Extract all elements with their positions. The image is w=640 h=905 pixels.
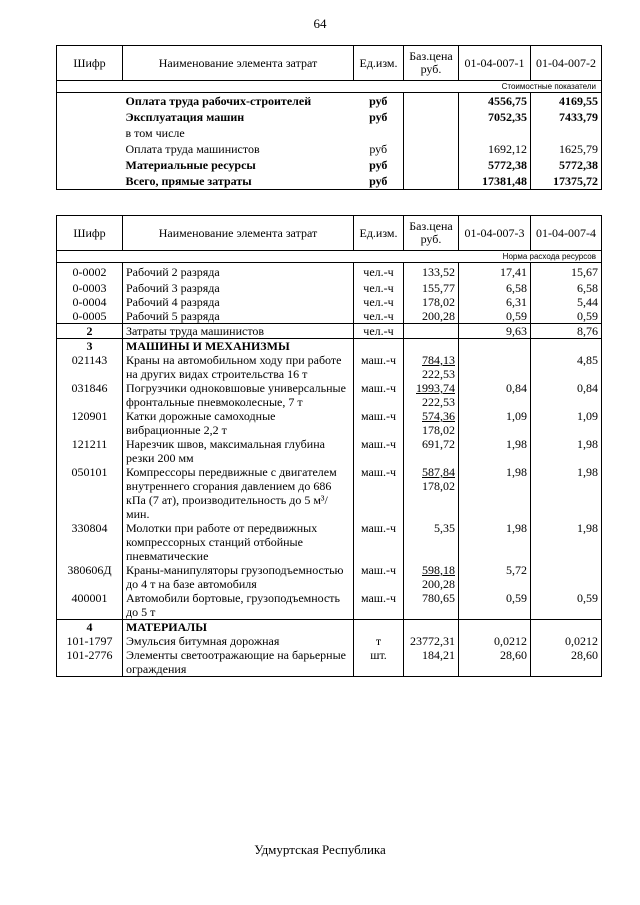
row-name: Краны на автомобильном ходу при работе на других видах строительства 16 т: [123, 353, 354, 381]
column-header-code: Шифр: [57, 216, 123, 251]
value-cell-2: 15,67: [531, 263, 602, 282]
base-price-value: 574,36: [422, 409, 455, 423]
code-cell: 021143: [57, 353, 123, 381]
value-cell-2: 0,59: [531, 591, 602, 620]
unit-cell: чел.-ч: [354, 324, 404, 339]
value-cell-1: [459, 339, 531, 354]
table-row: [57, 109, 602, 125]
unit-cell: [354, 125, 404, 141]
column-header-unit: Ед.изм.: [354, 216, 404, 251]
base-price-cell: [404, 437, 459, 465]
unit-cell: руб: [369, 94, 388, 108]
value-cell-1: 0,59: [459, 591, 531, 620]
table-header-row: [57, 46, 602, 81]
base-price-value: 133,52: [422, 265, 455, 279]
value-cell-1: 6,31: [459, 295, 531, 309]
value-cell-1: 1,98: [459, 465, 531, 521]
column-header-name: Наименование элемента затрат: [123, 46, 354, 81]
code-cell: 330804: [57, 521, 123, 563]
column-header-norm-1: 01-04-007-1: [459, 46, 531, 81]
base-price-cell: [404, 295, 459, 309]
table-row: [57, 339, 602, 354]
base-price-cell: [404, 563, 459, 591]
code-cell: 121211: [57, 437, 123, 465]
table-row: [57, 173, 602, 190]
unit-cell: [354, 620, 404, 635]
code-cell: 2: [57, 324, 123, 339]
code-cell: 050101: [57, 465, 123, 521]
value-cell-2: 1,09: [531, 409, 602, 437]
table-row: [57, 648, 602, 677]
value-cell-2: [531, 339, 602, 354]
value-cell-2: 8,76: [531, 324, 602, 339]
row-name: Затраты труда машинистов: [123, 324, 354, 339]
unit-cell: т: [354, 634, 404, 648]
value-cell-1: 0,0212: [459, 634, 531, 648]
value-cell-2: 4,85: [531, 353, 602, 381]
table-row: [57, 353, 602, 381]
code-cell: [57, 125, 123, 141]
base-price-cell: [404, 141, 459, 157]
base-price-value: 780,65: [422, 591, 455, 605]
base-price-cell: [404, 109, 459, 125]
base-price-value: 184,21: [422, 648, 455, 662]
value-cell-2: 0,0212: [531, 634, 602, 648]
base-price-cell: [404, 125, 459, 141]
row-name: Рабочий 5 разряда: [123, 309, 354, 324]
value-cell-1: 5,72: [459, 563, 531, 591]
page-footer: Удмуртская Республика: [254, 842, 386, 857]
table-row: [57, 93, 602, 110]
column-header-name: Наименование элемента затрат: [123, 216, 354, 251]
base-price-value: 178,02: [422, 295, 455, 309]
table-row: [57, 125, 602, 141]
table-row: [57, 324, 602, 339]
value-cell-1: 4556,75: [459, 93, 531, 110]
code-cell: 0-0002: [57, 263, 123, 282]
row-name: Краны-манипуляторы грузоподъемностью до 4 т на базе автомобиля: [123, 563, 354, 591]
unit-cell: маш.-ч: [354, 521, 404, 563]
row-name: Всего, прямые затраты: [125, 174, 252, 188]
base-price-cell: [404, 409, 459, 437]
value-cell-2: 5,44: [531, 295, 602, 309]
code-cell: 031846: [57, 381, 123, 409]
table-row: [57, 465, 602, 521]
machinist-wage-value: 200,28: [422, 577, 455, 591]
value-cell-1: 9,63: [459, 324, 531, 339]
value-cell-1: 1,98: [459, 437, 531, 465]
unit-cell: маш.-ч: [354, 437, 404, 465]
row-name: МАШИНЫ И МЕХАНИЗМЫ: [123, 339, 354, 354]
row-name: Компрессоры передвижные с двигателем внутреннего сгорания давлением до 686 кПа (7 ат), производительность до 5 м³/мин.: [123, 465, 354, 521]
value-cell-2: 5772,38: [531, 157, 602, 173]
base-price-cell: [404, 634, 459, 648]
unit-cell: чел.-ч: [354, 281, 404, 295]
table-row: [57, 309, 602, 324]
table-row: [57, 141, 602, 157]
row-name: Молотки при работе от передвижных компрессорных станций отбойные пневматические: [123, 521, 354, 563]
base-price-cell: [404, 648, 459, 677]
value-cell-1: 1692,12: [459, 141, 531, 157]
code-cell: 400001: [57, 591, 123, 620]
table-row: [57, 263, 602, 282]
value-cell-2: 1,98: [531, 521, 602, 563]
subheader-row: [57, 81, 602, 93]
table-header-row: [57, 216, 602, 251]
value-cell-1: 0,84: [459, 381, 531, 409]
value-cell-1: 6,58: [459, 281, 531, 295]
base-price-cell: [404, 591, 459, 620]
column-header-norm-4: 01-04-007-4: [531, 216, 602, 251]
unit-cell: маш.-ч: [354, 409, 404, 437]
code-cell: 0-0003: [57, 281, 123, 295]
row-name: Катки дорожные самоходные вибрационные 2,2 т: [123, 409, 354, 437]
value-cell-1: [459, 353, 531, 381]
machinist-wage-value: 222,53: [422, 367, 455, 381]
code-cell: 380606Д: [57, 563, 123, 591]
column-header-unit: Ед.изм.: [354, 46, 404, 81]
unit-cell: маш.-ч: [354, 353, 404, 381]
code-cell: 3: [57, 339, 123, 354]
value-cell-1: [459, 125, 531, 141]
unit-cell: чел.-ч: [354, 295, 404, 309]
base-price-cell: [404, 93, 459, 110]
base-price-cell: [404, 157, 459, 173]
code-cell: 101-1797: [57, 634, 123, 648]
code-cell: [57, 93, 123, 110]
value-cell-2: [531, 125, 602, 141]
value-cell-1: 1,09: [459, 409, 531, 437]
base-price-value: 784,13: [422, 353, 455, 367]
base-price-value: 598,18: [422, 563, 455, 577]
unit-cell: руб: [369, 174, 388, 188]
value-cell-2: 1,98: [531, 437, 602, 465]
base-price-cell: [404, 620, 459, 635]
subheader-row: [57, 251, 602, 263]
row-name: Элементы светоотражающие на барьерные ограждения: [123, 648, 354, 677]
value-cell-1: 0,59: [459, 309, 531, 324]
unit-cell: маш.-ч: [354, 591, 404, 620]
unit-cell: руб: [369, 110, 388, 124]
code-cell: [57, 173, 123, 190]
row-name: Материальные ресурсы: [125, 158, 256, 172]
code-cell: 0-0004: [57, 295, 123, 309]
column-header-base-price: Баз.цена руб.: [404, 46, 459, 81]
value-cell-1: 1,98: [459, 521, 531, 563]
subheader-label: Норма расхода ресурсов: [57, 251, 602, 263]
value-cell-2: 1625,79: [531, 141, 602, 157]
column-header-norm-3: 01-04-007-3: [459, 216, 531, 251]
row-name: Рабочий 3 разряда: [123, 281, 354, 295]
base-price-value: 155,77: [422, 281, 455, 295]
page-number: 64: [313, 16, 327, 31]
value-cell-1: 28,60: [459, 648, 531, 677]
unit-cell: маш.-ч: [354, 563, 404, 591]
value-cell-2: 28,60: [531, 648, 602, 677]
code-cell: [57, 141, 123, 157]
value-cell-2: 4169,55: [531, 93, 602, 110]
table-row: [57, 295, 602, 309]
base-price-cell: [404, 353, 459, 381]
table-row: [57, 591, 602, 620]
unit-cell: руб: [369, 142, 388, 156]
value-cell-2: 0,84: [531, 381, 602, 409]
code-cell: 120901: [57, 409, 123, 437]
column-header-norm-2: 01-04-007-2: [531, 46, 602, 81]
unit-cell: [354, 339, 404, 354]
table-row: [57, 563, 602, 591]
base-price-cell: [404, 381, 459, 409]
row-name: в том числе: [125, 126, 185, 140]
value-cell-1: 17,41: [459, 263, 531, 282]
base-price-cell: [404, 339, 459, 354]
row-name: Эмульсия битумная дорожная: [123, 634, 354, 648]
machinist-wage-value: 222,53: [422, 395, 455, 409]
table-row: [57, 634, 602, 648]
base-price-value: 587,84: [422, 465, 455, 479]
row-name: Оплата труда машинистов: [125, 142, 260, 156]
subheader-label: Стоимостные показатели: [57, 81, 602, 93]
unit-cell: маш.-ч: [354, 465, 404, 521]
row-name: Рабочий 2 разряда: [123, 263, 354, 282]
row-name: Эксплуатация машин: [125, 110, 245, 124]
unit-cell: маш.-ч: [354, 381, 404, 409]
value-cell-2: 7433,79: [531, 109, 602, 125]
machinist-wage-value: 178,02: [422, 479, 455, 493]
table-row: [57, 437, 602, 465]
column-header-code: Шифр: [57, 46, 123, 81]
table-row: [57, 620, 602, 635]
value-cell-2: 0,59: [531, 309, 602, 324]
table-row: [57, 281, 602, 295]
resource-norms-table: [56, 215, 602, 677]
value-cell-2: [531, 620, 602, 635]
code-cell: 0-0005: [57, 309, 123, 324]
value-cell-1: 7052,35: [459, 109, 531, 125]
base-price-cell: [404, 465, 459, 521]
table-row: [57, 157, 602, 173]
value-cell-2: 17375,72: [531, 173, 602, 190]
value-cell-2: 6,58: [531, 281, 602, 295]
code-cell: [57, 157, 123, 173]
row-name: Автомобили бортовые, грузоподъемность до 5 т: [123, 591, 354, 620]
cost-indicators-table: [56, 45, 602, 190]
table-row: [57, 381, 602, 409]
machinist-wage-value: 178,02: [422, 423, 455, 437]
base-price-value: 691,72: [422, 437, 455, 451]
row-name: Оплата труда рабочих-строителей: [125, 94, 312, 108]
table-row: [57, 521, 602, 563]
unit-cell: шт.: [354, 648, 404, 677]
base-price-cell: [404, 324, 459, 339]
code-cell: [57, 109, 123, 125]
row-name: Погрузчики одноковшовые универсальные фронтальные пневмоколесные, 7 т: [123, 381, 354, 409]
base-price-value: 200,28: [422, 309, 455, 323]
code-cell: 4: [57, 620, 123, 635]
base-price-value: 1993,74: [416, 381, 455, 395]
base-price-cell: [404, 309, 459, 324]
value-cell-1: 17381,48: [459, 173, 531, 190]
base-price-cell: [404, 521, 459, 563]
row-name: МАТЕРИАЛЫ: [123, 620, 354, 635]
value-cell-1: 5772,38: [459, 157, 531, 173]
column-header-base-price: Баз.цена руб.: [404, 216, 459, 251]
unit-cell: чел.-ч: [354, 309, 404, 324]
unit-cell: руб: [369, 158, 388, 172]
code-cell: 101-2776: [57, 648, 123, 677]
row-name: Нарезчик швов, максимальная глубина резки 200 мм: [123, 437, 354, 465]
base-price-cell: [404, 263, 459, 282]
base-price-cell: [404, 281, 459, 295]
value-cell-2: 1,98: [531, 465, 602, 521]
value-cell-2: [531, 563, 602, 591]
base-price-value: 5,35: [434, 521, 455, 535]
table-row: [57, 409, 602, 437]
base-price-value: 23772,31: [410, 634, 455, 648]
row-name: Рабочий 4 разряда: [123, 295, 354, 309]
base-price-cell: [404, 173, 459, 190]
unit-cell: чел.-ч: [354, 263, 404, 282]
value-cell-1: [459, 620, 531, 635]
